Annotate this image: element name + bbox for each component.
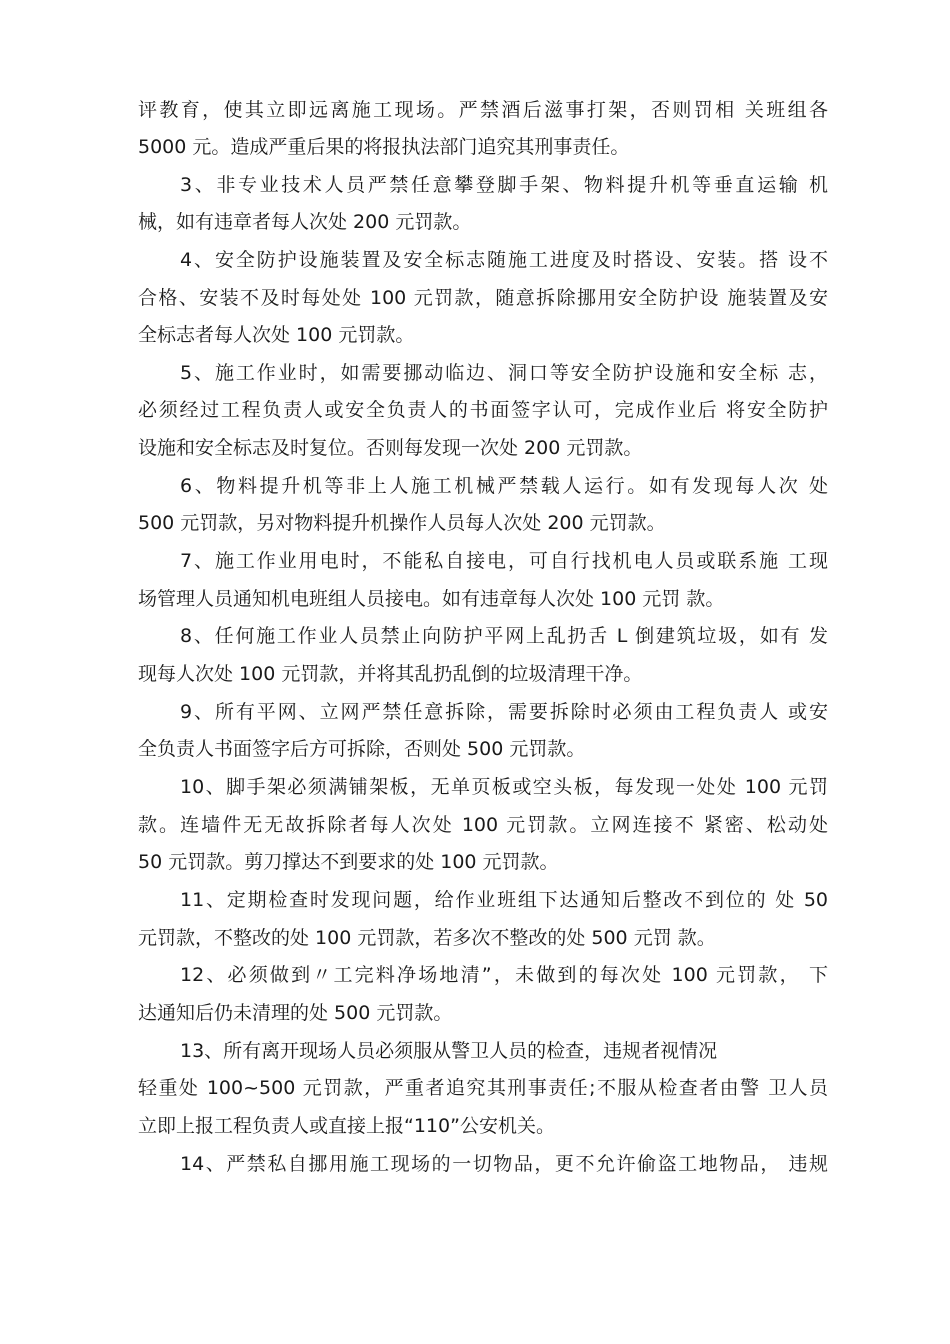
- text-line: 合格、安装不及时每处处 100 元罚款，随意拆除挪用安全防护设 施装置及安: [138, 287, 828, 309]
- text-line: 7、施工作业用电时，不能私自接电，可自行找机电人员或联系施 工现: [180, 550, 828, 572]
- text-line: 械，如有违章者每人次处 200 元罚款。: [138, 211, 472, 233]
- text-line: 轻重处 100~500 元罚款，严重者追究其刑事责任;不服从检查者由警 卫人员: [138, 1077, 828, 1099]
- text-line: 3、非专业技术人员严禁任意攀登脚手架、物料提升机等垂直运输 机: [180, 174, 828, 196]
- text-line: 5000 元。造成严重后果的将报执法部门追究其刑事责任。: [138, 136, 630, 158]
- text-line: 必须经过工程负责人或安全负责人的书面签字认可，完成作业后 将安全防护: [138, 399, 828, 421]
- text-line: 立即上报工程负责人或直接上报“110”公安机关。: [138, 1115, 555, 1137]
- text-line: 5、施工作业时，如需要挪动临边、洞口等安全防护设施和安全标 志，: [180, 362, 828, 384]
- text-line: 元罚款，不整改的处 100 元罚款，若多次不整改的处 500 元罚 款。: [138, 927, 716, 949]
- text-line: 8、任何施工作业人员禁止向防护平网上乱扔舌 L 倒建筑垃圾，如有 发: [180, 625, 828, 647]
- text-line: 6、物料提升机等非上人施工机械严禁载人运行。如有发现每人次 处: [180, 475, 828, 497]
- text-line: 11、定期检查时发现问题，给作业班组下达通知后整改不到位的 处 50: [180, 889, 828, 911]
- text-line: 达通知后仍未清理的处 500 元罚款。: [138, 1002, 453, 1024]
- text-line: 现每人次处 100 元罚款，并将其乱扔乱倒的垃圾清理干净。: [138, 663, 643, 685]
- text-line: 500 元罚款，另对物料提升机操作人员每人次处 200 元罚款。: [138, 512, 666, 534]
- text-line: 全负责人书面签字后方可拆除，否则处 500 元罚款。: [138, 738, 586, 760]
- text-line: 50 元罚款。剪刀撑达不到要求的处 100 元罚款。: [138, 851, 559, 873]
- text-line: 14、严禁私自挪用施工现场的一切物品，更不允许偷盗工地物品， 违规: [180, 1153, 828, 1175]
- text-line: 13、所有离开现场人员必须服从警卫人员的检查，违规者视情况: [180, 1040, 718, 1062]
- text-line: 全标志者每人次处 100 元罚款。: [138, 324, 415, 346]
- text-line: 评教育，使其立即远离施工现场。严禁酒后滋事打架，否则罚相 关班组各: [138, 99, 828, 121]
- text-line: 设施和安全标志及时复位。否则每发现一次处 200 元罚款。: [138, 437, 643, 459]
- text-line: 10、脚手架必须满铺架板，无单页板或空头板，每发现一处处 100 元罚: [180, 776, 828, 798]
- text-line: 场管理人员通知机电班组人员接电。如有违章每人次处 100 元罚 款。: [138, 588, 725, 610]
- text-line: 12、必须做到〃工完料净场地清”，未做到的每次处 100 元罚款， 下: [180, 964, 828, 986]
- text-line: 4、安全防护设施装置及安全标志随施工进度及时搭设、安装。搭 设不: [180, 249, 828, 271]
- text-line: 款。连墙件无无故拆除者每人次处 100 元罚款。立网连接不 紧密、松动处: [138, 814, 828, 836]
- text-line: 9、所有平网、立网严禁任意拆除，需要拆除时必须由工程负责人 或安: [180, 701, 828, 723]
